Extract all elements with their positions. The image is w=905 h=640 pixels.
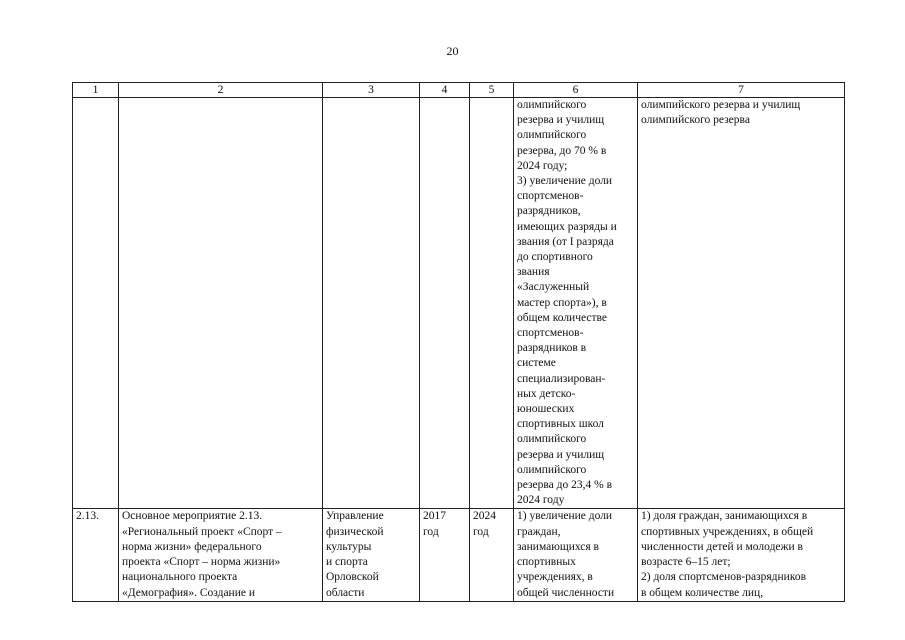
- cell-measure-name: [119, 98, 323, 509]
- cell-executor: [323, 98, 420, 509]
- header-cell-1: 1: [73, 83, 119, 98]
- cell-start-year: 2017 год: [420, 509, 470, 601]
- table-row: [73, 98, 845, 509]
- measures-table: [72, 82, 845, 602]
- cell-end-year: [470, 98, 514, 509]
- header-cell-5: 5: [470, 83, 514, 98]
- header-cell-7: 7: [638, 83, 845, 98]
- table-row: [73, 509, 845, 601]
- cell-expected-result: 1) увеличение доли граждан, занимающихся в спортивных учреждениях, в общей численности: [514, 509, 638, 601]
- header-cell-4: 4: [420, 83, 470, 98]
- cell-number: 2.13.: [73, 509, 119, 601]
- cell-end-year: 2024 год: [470, 509, 514, 601]
- cell-indicator: 1) доля граждан, занимающихся в спортивных учреждениях, в общей численности детей и молодежи в возрасте 6–15 лет; 2) доля спортсменов-разрядников в общем количестве лиц,: [638, 509, 845, 601]
- cell-number: [73, 98, 119, 509]
- header-cell-3: 3: [323, 83, 420, 98]
- header-cell-6: 6: [514, 83, 638, 98]
- cell-executor: Управление физической культуры и спорта Орловской области: [323, 509, 420, 601]
- table-header-row: [73, 83, 845, 98]
- page-number: 20: [446, 44, 459, 58]
- header-cell-2: 2: [119, 83, 323, 98]
- cell-start-year: [420, 98, 470, 509]
- cell-measure-name: Основное мероприятие 2.13. «Региональный проект «Спорт – норма жизни» федерального проекта «Спорт – норма жизни» национального проекта «Демография». Создание и: [119, 509, 323, 601]
- cell-indicator: олимпийского резерва и училищ олимпийского резерва: [638, 98, 845, 509]
- cell-expected-result: олимпийского резерва и училищ олимпийского резерва, до 70 % в 2024 году; 3) увеличение доли спортсменов- разрядников, имеющих разряды и звания (от I разряда до спортивного звания «Заслуженный мастер спорта»), в общем количестве спортсменов- разрядников в системе специализирован- ных детско- юношеских спортивных школ олимпийского резерва и училищ олимпийского резерва до 23,4 % в 2024 году: [514, 98, 638, 509]
